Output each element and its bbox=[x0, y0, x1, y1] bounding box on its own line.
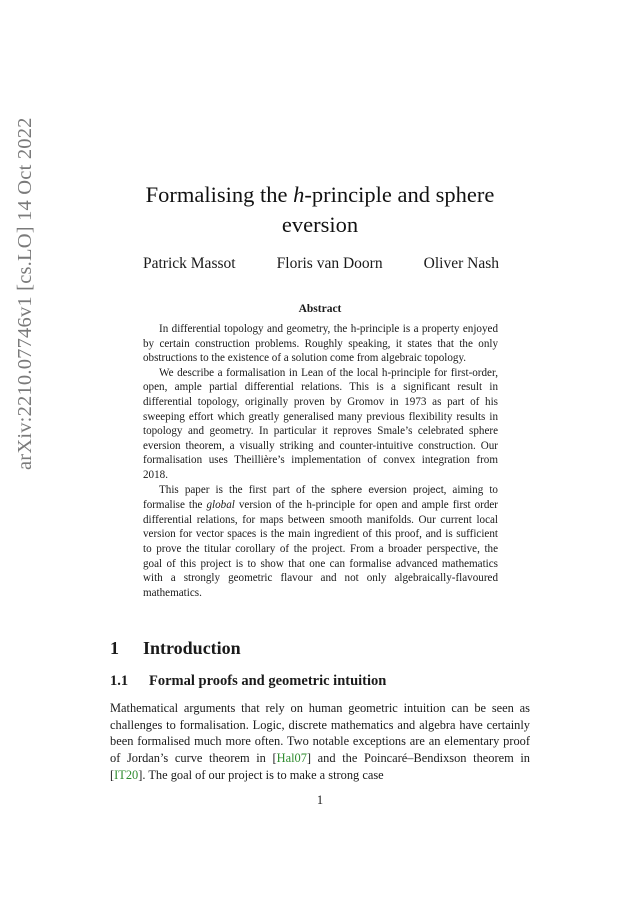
page-number: 1 bbox=[316, 793, 324, 807]
body-text-part: ]. The goal of our project is to make a strong case bbox=[138, 767, 384, 782]
body-text-part: Mathematical arguments that rely on human geometric intuition can be seen as challenges to formalisation. Logic, discrete mathematics and algebra have certainly been formalised much more often. Two notable exceptions are an elementary proof of Jordan’s curve theorem in [ bbox=[110, 701, 530, 766]
author-name: Patrick Massot bbox=[143, 255, 236, 272]
section-heading bbox=[110, 638, 241, 659]
title-line-2: eversion bbox=[281, 212, 359, 237]
abstract-body bbox=[143, 322, 498, 600]
subsection-title: Formal proofs and geometric intuition bbox=[149, 673, 387, 689]
abstract-paragraph-2: We describe a formalisation in Lean of the local h-principle for first-order, open, ample partial differential relations. This is a significant result in differential topology, originally proven by Gromov in 1973 as part of his sweeping effort which greatly generalised many previous flexibility results in topology and geometry. In particular it reproves Smale’s celebrated sphere eversion theorem, a visually striking and counter-intuitive construction. Our formalisation uses Theillière’s implementation of convex integration from 2018. bbox=[143, 366, 498, 481]
section-title: Introduction bbox=[143, 638, 241, 658]
author-name: Floris van Doorn bbox=[276, 255, 383, 272]
abstract-heading: Abstract bbox=[298, 303, 342, 315]
global-emphasis: global bbox=[206, 499, 235, 512]
body-text-part: ] and the Poincaré–Bendixson theorem in [ bbox=[110, 751, 530, 782]
body-text bbox=[110, 700, 530, 784]
title-part-1: Formalising the bbox=[145, 182, 294, 207]
citation-link[interactable]: IT20 bbox=[114, 767, 139, 782]
project-name: sphere eversion project bbox=[331, 484, 444, 496]
abstract-p3-text: This paper is the first part of the bbox=[159, 483, 332, 496]
body-paragraph bbox=[110, 700, 530, 784]
arxiv-identifier: arXiv:2210.07746v1 [cs.LO] 14 Oct 2022 bbox=[14, 117, 36, 470]
abstract-p3-text: , aiming to formalise the bbox=[143, 483, 498, 512]
section-number: 1 bbox=[110, 638, 119, 658]
author-list bbox=[143, 255, 499, 273]
subsection-number: 1.1 bbox=[110, 673, 129, 689]
paper-title bbox=[110, 180, 530, 240]
title-italic-h: h bbox=[293, 182, 305, 207]
abstract-paragraph-1: In differential topology and geometry, the h-principle is a property enjoyed by certain construction problems. Roughly speaking, it states that the only obstructions to the existence of a solution come from algebraic topology. bbox=[143, 323, 498, 365]
citation-link[interactable]: Hal07 bbox=[276, 751, 307, 766]
subsection-heading bbox=[110, 673, 386, 690]
title-part-2: -principle and sphere bbox=[304, 182, 495, 207]
abstract-paragraph-3 bbox=[143, 483, 498, 601]
abstract-p3-text: version of the h-principle for open and ample first order differential relations, for maps between smooth manifolds. Our current local version for vector spaces is the main ingredient of this proof, and is sufficient to prove the titular corollary of the project. From a broader perspective, the goal of this project is to show that one can formalise advanced mathematics with a strongly geometric flavour and not only algebraically-flavoured mathematics. bbox=[143, 499, 498, 599]
author-name: Oliver Nash bbox=[423, 255, 499, 272]
